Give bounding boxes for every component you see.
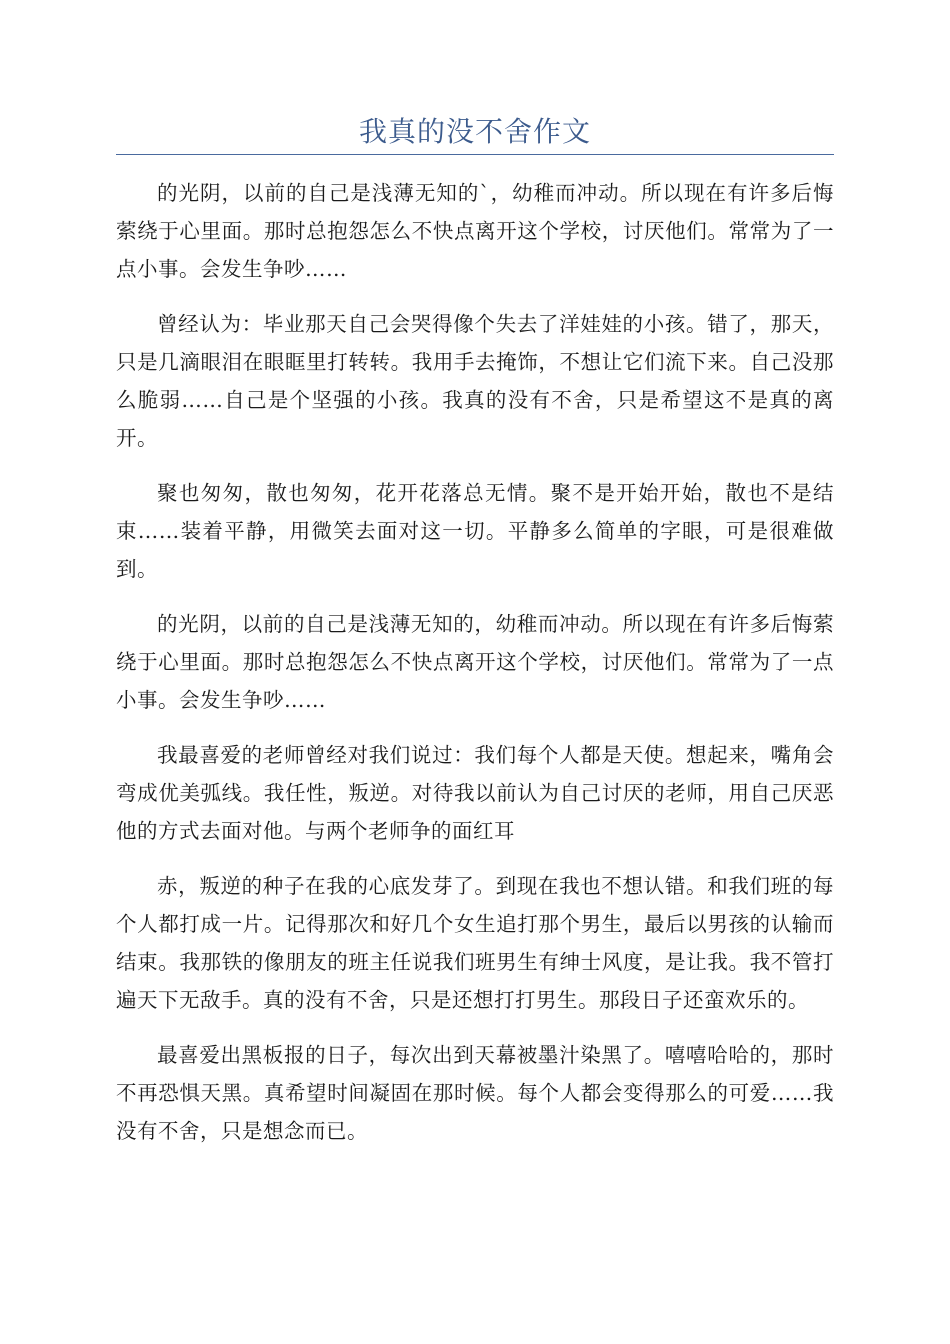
paragraph-5: 我最喜爱的老师曾经对我们说过：我们每个人都是天使。想起来，嘴角会弯成优美弧线。我任性，叛逆。对待我以前认为自己讨厌的老师，用自己厌恶他的方式去面对他。与两个老师争的面红耳 (116, 743, 834, 843)
paragraph-7: 最喜爱出黑板报的日子，每次出到天幕被墨汁染黑了。嘻嘻哈哈的，那时不再恐惧天黑。真希望时间凝固在那时候。每个人都会变得那么的可爱……我没有不舍，只是想念而已。 (116, 1043, 834, 1143)
paragraph-1: 的光阴，以前的自己是浅薄无知的`，幼稚而冲动。所以现在有许多后悔萦绕于心里面。那时总抱怨怎么不快点离开这个学校，讨厌他们。常常为了一点小事。会发生争吵…… (116, 181, 834, 281)
paragraph-3: 聚也匆匆，散也匆匆，花开花落总无情。聚不是开始开始，散也不是结束……装着平静，用微笑去面对这一切。平静多么简单的字眼，可是很难做到。 (116, 481, 834, 581)
title-underline (116, 154, 834, 155)
paragraph-4: 的光阴，以前的自己是浅薄无知的，幼稚而冲动。所以现在有许多后悔萦绕于心里面。那时总抱怨怎么不快点离开这个学校，讨厌他们。常常为了一点小事。会发生争吵…… (116, 612, 834, 712)
paragraph-2: 曾经认为：毕业那天自己会哭得像个失去了洋娃娃的小孩。错了，那天，只是几滴眼泪在眼眶里打转转。我用手去掩饰，不想让它们流下来。自己没那么脆弱……自己是个坚强的小孩。我真的没有不舍，只是希望这不是真的离开。 (116, 312, 834, 450)
title-block (116, 112, 834, 155)
page-title: 我真的没不舍作文 (358, 115, 591, 148)
article-body (116, 174, 834, 1167)
paragraph-6: 赤，叛逆的种子在我的心底发芽了。到现在我也不想认错。和我们班的每个人都打成一片。记得那次和好几个女生追打那个男生，最后以男孩的认输而结束。我那铁的像朋友的班主任说我们班男生有绅士风度，是让我。我不管打遍天下无敌手。真的没有不舍，只是还想打打男生。那段日子还蛮欢乐的。 (116, 874, 834, 1012)
